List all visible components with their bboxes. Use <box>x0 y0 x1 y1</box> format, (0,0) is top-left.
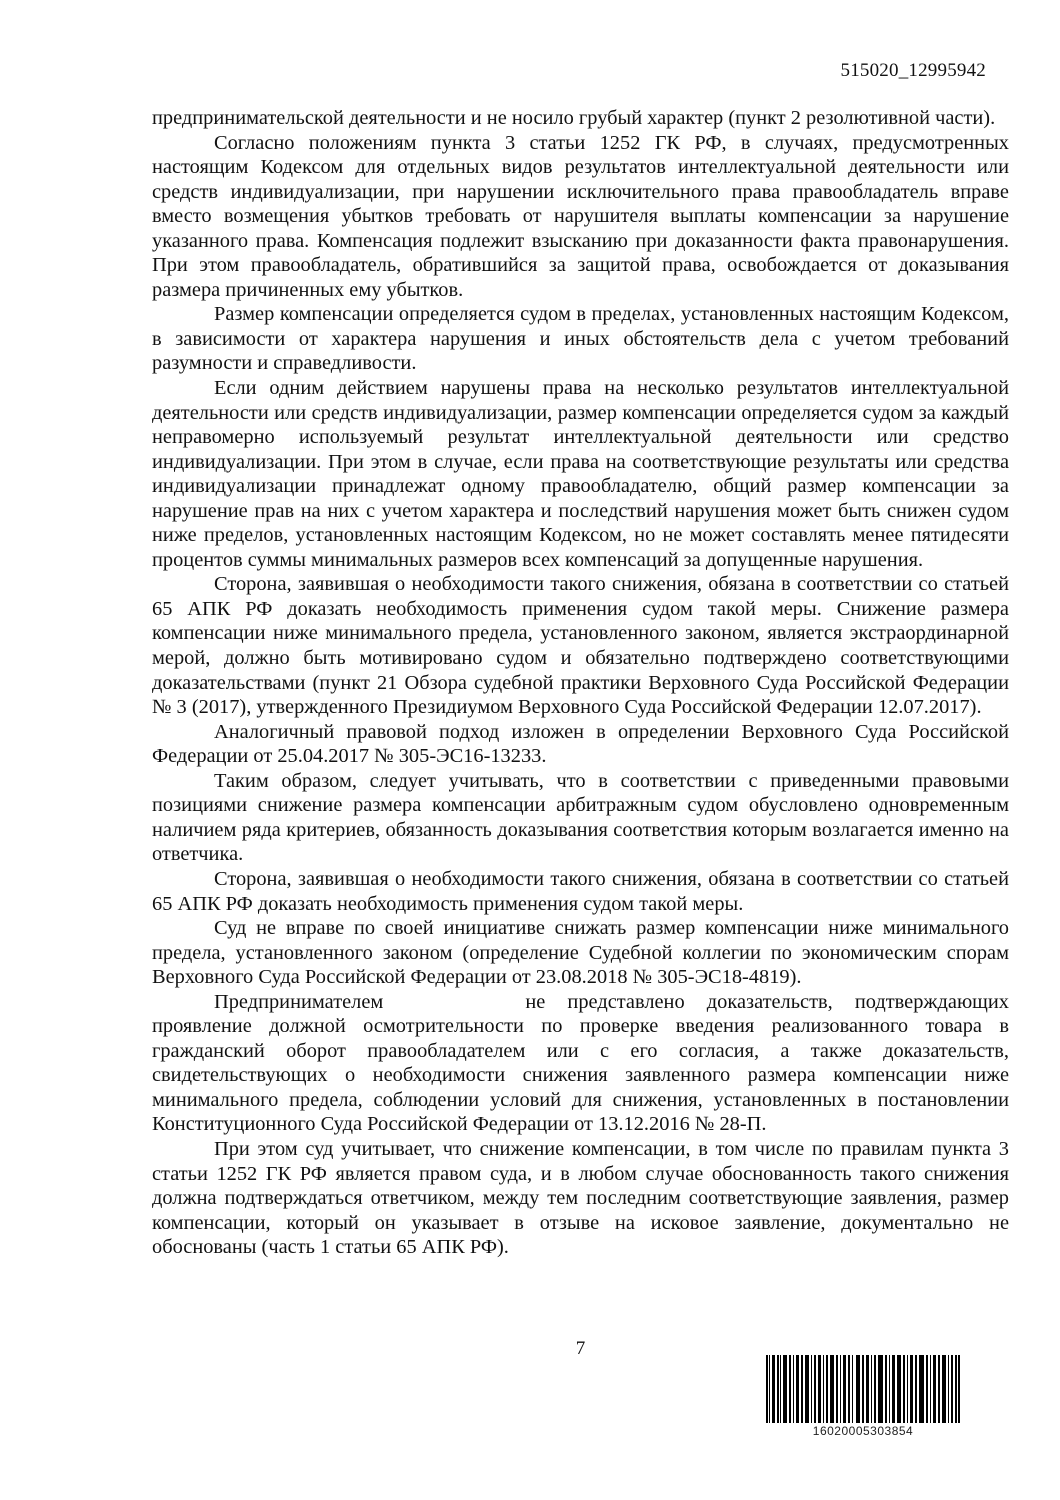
paragraph: Согласно положениям пункта 3 статьи 1252 ГК РФ, в случаях, предусмотренных настоящим Кодексом для отдельных видов результатов интеллектуальной деятельности или средств индивидуализации, при нарушении исключительного права правообладатель вправе вместо возмещения убытков требовать от нарушителя выплаты компенсации за нарушение указанного права. Компенсация подлежит взысканию при доказанности факта правонарушения. При этом правообладатель, обратившийся за защитой права, освобождается от доказывания размера причиненных ему убытков. <box>152 131 1009 301</box>
paragraph-text: Предпринимателем <box>214 990 384 1013</box>
paragraph: Если одним действием нарушены права на несколько результатов интеллектуальной деятельности или средств индивидуализации, размер компенсации определяется судом за каждый неправомерно используемый результат интеллектуальной деятельности или средство индивидуализации. При этом в случае, если права на соответствующие результаты или средства индивидуализации принадлежат одному правообладателю, общий размер компенсации за нарушение прав на них с учетом характера и последствий нарушения может быть снижен судом ниже пределов, установленных настоящим Кодексом, но не может составлять менее пятидесяти процентов суммы минимальных размеров всех компенсаций за допущенные нарушения. <box>152 377 1009 571</box>
redacted-name-gap <box>383 1007 525 1008</box>
page-number: 7 <box>575 1338 586 1359</box>
paragraph: Сторона, заявившая о необходимости такого снижения, обязана в соответствии со статьей 65 АПК РФ доказать необходимость применения судом такой меры. Снижение размера компенсации ниже минимального предела, установленного законом, является экстраординарной мерой, должно быть мотивировано судом и обязательно подтверждено соответствующими доказательствами (пункт 21 Обзора судебной практики Верховного Суда Российской Федерации № 3 (2017), утвержденного Президиумом Верховного Суда Российской Федерации 12.07.2017). <box>152 573 1009 719</box>
barcode-bars-image <box>766 1355 960 1423</box>
barcode-number: 16020005303854 <box>812 1424 914 1438</box>
paragraph-text: не представлено доказательств, подтверждающих проявление должной осмотрительности по проверке введения реализованного товара в гражданский оборот правообладателем или с его согласия, а также доказательств, свидетельствующих о необходимости снижения заявленного размера компенсации ниже минимального предела, соблюдении условий для снижения, установленных в постановлении Конституционного Суда Российской Федерации от 13.12.2016 № 28-П. <box>152 990 1009 1136</box>
paragraph: Аналогичный правовой подход изложен в определении Верховного Суда Российской Федерации от 25.04.2017 № 305-ЭС16-13233. <box>152 720 1009 768</box>
paragraph: Суд не вправе по своей инициативе снижать размер компенсации ниже минимального предела, установленного законом (определение Судебной коллегии по экономическим спорам Верховного Суда Российской Федерации от 23.08.2018 № 305-ЭС18-4819). <box>152 917 1009 989</box>
paragraph: При этом суд учитывает, что снижение компенсации, в том числе по правилам пункта 3 статьи 1252 ГК РФ является правом суда, и в любом случае обоснованность такого снижения должна подтверждаться ответчиком, между тем последним соответствующие заявления, размер компенсации, который он указывает в отзыве на исковое заявление, документально не обоснованы (часть 1 статьи 65 АПК РФ). <box>152 1137 1009 1259</box>
document-body <box>152 106 1009 1260</box>
document-id-code: 515020_12995942 <box>840 60 986 81</box>
paragraph: Размер компенсации определяется судом в пределах, установленных настоящим Кодексом, в зависимости от характера нарушения и иных обстоятельств дела с учетом требований разумности и справедливости. <box>152 303 1009 375</box>
paragraph: Таким образом, следует учитывать, что в соответствии с приведенными правовыми позициями снижение размера компенсации арбитражным судом обусловлено одновременным наличием ряда критериев, обязанность доказывания соответствия которым возлагается именно на ответчика. <box>152 769 1009 866</box>
paragraph-continuation: предпринимательской деятельности и не носило грубый характер (пункт 2 резолютивной части). <box>152 107 996 129</box>
paragraph: Сторона, заявившая о необходимости такого снижения, обязана в соответствии со статьей 65 АПК РФ доказать необходимость применения судом такой меры. <box>152 867 1009 915</box>
barcode <box>765 1355 961 1438</box>
paragraph-with-redaction <box>152 990 1009 1137</box>
